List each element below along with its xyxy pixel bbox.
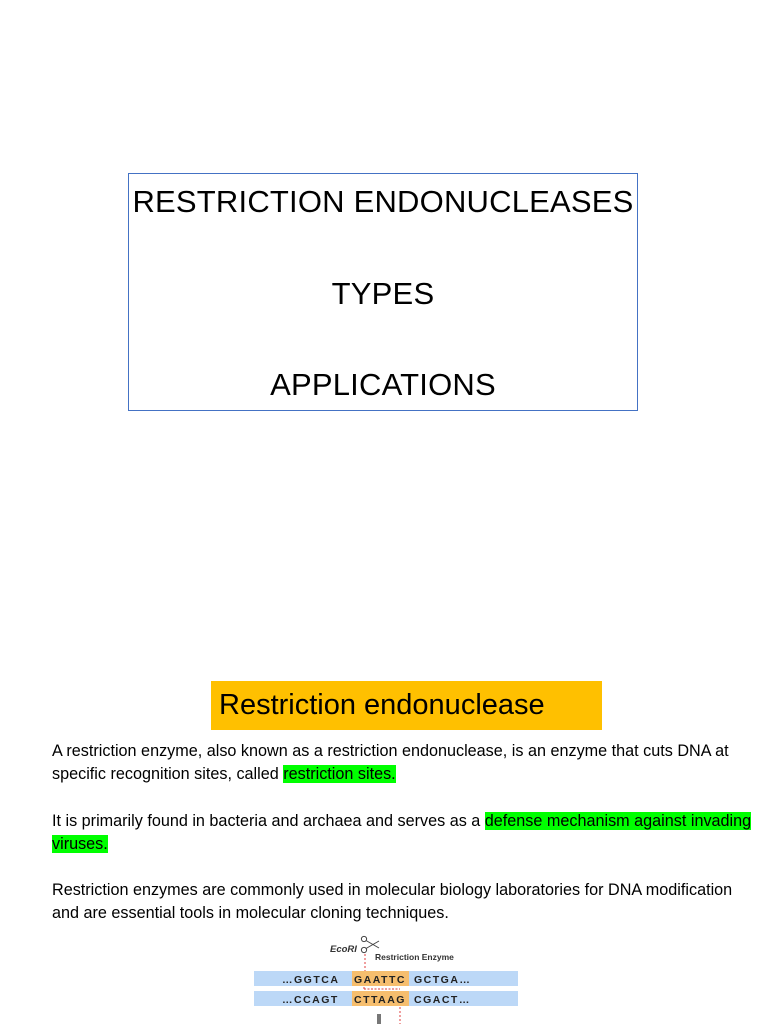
ecori-diagram xyxy=(212,927,572,1024)
down-arrow-icon xyxy=(377,1014,381,1024)
title-line-3: APPLICATIONS xyxy=(270,367,496,402)
slide-heading: Restriction endonuclease xyxy=(211,681,602,730)
bottom-strand-left: …CCAGT xyxy=(282,994,339,1006)
paragraph-text: Restriction enzymes are commonly used in molecular biology laboratories for DNA modification and are essential tools in molecular cloning techniques. xyxy=(52,881,733,922)
highlighted-term: restriction sites. xyxy=(283,765,396,783)
highlighted-term: defense mechanism against invading viruses. xyxy=(52,812,752,853)
bottom-strand-site: CTTAAG xyxy=(354,994,406,1006)
paragraph-text: It is primarily found in bacteria and archaea and serves as a xyxy=(52,812,485,830)
top-strand-site: GAATTC xyxy=(354,974,406,986)
paragraph-uses xyxy=(52,879,752,925)
title-line-1: RESTRICTION ENDONUCLEASES xyxy=(132,184,634,219)
paragraph-definition xyxy=(52,740,752,786)
title-slide xyxy=(128,173,638,411)
bottom-strand-right: CGACT… xyxy=(414,994,471,1006)
top-strand-left: …GGTCA xyxy=(282,974,340,986)
figure-caption: Restriction Enzyme xyxy=(375,952,454,962)
title-line-2: TYPES xyxy=(331,276,435,311)
ecori-diagram-svg xyxy=(212,927,572,1024)
scissors-icon xyxy=(361,936,379,952)
paragraph-text: A restriction enzyme, also known as a restriction endonuclease, is an enzyme that cuts DNA at specific recognition sites, called xyxy=(52,742,729,783)
top-strand-right: GCTGA… xyxy=(414,974,472,986)
enzyme-label: EcoRI xyxy=(330,944,357,955)
paragraph-origin xyxy=(52,810,752,856)
